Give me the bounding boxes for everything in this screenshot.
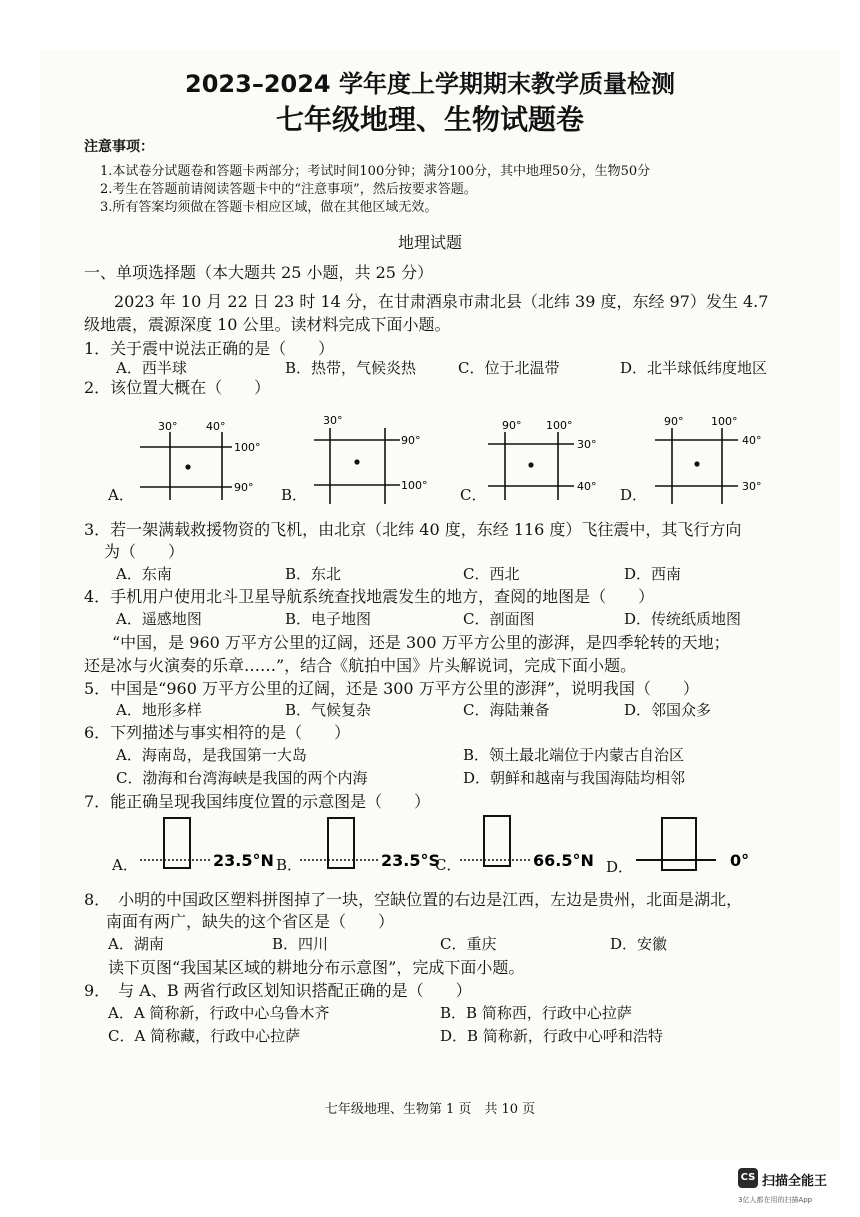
q6-stem: 6．下列描述与事实相符的是（ ） — [84, 723, 351, 742]
q2-diagram-b — [314, 414, 428, 504]
scanner-app-name: 扫描全能王 — [762, 1174, 828, 1189]
q3-option-b: B．东北 — [285, 565, 342, 583]
q3-option-d: D．西南 — [624, 565, 682, 583]
q9-option-a: A．A 简称新，行政中心乌鲁木齐 — [108, 1004, 330, 1022]
q7-label-a: A． — [112, 856, 138, 874]
q7-stem: 7．能正确呈现我国纬度位置的示意图是（ ） — [84, 792, 431, 811]
q2-label-b: B． — [281, 486, 308, 504]
q8-option-d: D．安徽 — [610, 935, 668, 953]
q6-option-c: C．渤海和台湾海峡是我国的两个内海 — [116, 769, 368, 787]
q3-stem-line1: 3．若一架满载救援物资的飞机，由北京（北纬 40 度，东经 116 度）飞往震中，其飞行方向 — [84, 520, 742, 539]
q4-option-a: A．遥感地图 — [116, 610, 202, 628]
q7-label-c: C． — [435, 856, 462, 874]
q7-label-d: D． — [606, 858, 634, 876]
q4-stem: 4．手机用户使用北斗卫星导航系统查找地震发生的地方，查阅的地图是（ ） — [84, 587, 655, 606]
q2c-top-right-label: 100° — [546, 419, 573, 432]
read-instruction: 读下页图“我国某区域的耕地分布示意图”，完成下面小题。 — [108, 958, 525, 977]
scanner-tagline: 3亿人都在用的扫描App — [738, 1196, 813, 1204]
q4-option-b: B．电子地图 — [285, 610, 372, 628]
q7d-line-label: 0° — [730, 851, 750, 870]
q8-option-c: C．重庆 — [440, 935, 497, 953]
q2c-right-bottom-label: 40° — [577, 480, 597, 493]
q1-option-d: D．北半球低纬度地区 — [620, 359, 768, 377]
q2b-right-top-label: 90° — [401, 434, 421, 447]
q2d-right-bottom-label: 30° — [742, 480, 762, 493]
q2a-right-bottom-label: 90° — [234, 481, 254, 494]
section-title: 地理试题 — [397, 233, 462, 252]
q7c-line-label: 66.5°N — [533, 851, 594, 870]
q7b-line-label: 23.5°S — [381, 851, 440, 870]
passage-line-2: 还是冰与火演奏的乐章……”，结合《航拍中国》片头解说词，完成下面小题。 — [84, 656, 637, 675]
q8-stem-line2: 南面有两广，缺失的这个省区是（ ） — [106, 912, 395, 931]
q1-option-b: B．热带，气候炎热 — [285, 359, 417, 377]
q2d-top-left-label: 90° — [664, 415, 684, 428]
exam-title-line2: 七年级地理、生物试题卷 — [275, 103, 584, 136]
note-2: 2.考生在答题前请阅读答题卡中的“注意事项”，然后按要求答题。 — [100, 182, 477, 197]
q2-diagram-a — [140, 420, 261, 500]
q7a-line-label: 23.5°N — [213, 851, 274, 870]
q7-label-b: B． — [276, 856, 303, 874]
q2-label-a: A． — [108, 486, 134, 504]
q2-label-c: C． — [460, 486, 487, 504]
q1-option-a: A．西半球 — [116, 359, 187, 377]
q2c-right-top-label: 30° — [577, 438, 597, 451]
q6-option-b: B．领土最北端位于内蒙古自治区 — [463, 746, 685, 764]
q7-diagram-c — [460, 816, 594, 870]
q2-diagram-c — [488, 419, 597, 500]
q8-option-a: A．湖南 — [108, 935, 164, 953]
q7-diagram-b — [300, 818, 440, 870]
q7-diagram-a — [140, 818, 274, 870]
q5-option-a: A．地形多样 — [116, 701, 202, 719]
q9-stem: 9． 与 A、B 两省行政区划知识搭配正确的是（ ） — [84, 981, 472, 1000]
q5-option-d: D．邻国众多 — [624, 701, 712, 719]
q4-option-d: D．传统纸质地图 — [624, 610, 742, 628]
q3-option-c: C．西北 — [463, 565, 520, 583]
note-1: 1.本试卷分试题卷和答题卡两部分；考试时间100分钟；满分100分，其中地理50分，生物50分 — [100, 164, 651, 179]
q1-stem: 1．关于震中说法正确的是（ ） — [84, 339, 335, 358]
intro-line-1: 2023 年 10 月 22 日 23 时 14 分，在甘肃酒泉市肃北县（北纬 39 度，东经 97）发生 4.7 — [114, 292, 769, 311]
q2b-right-bottom-label: 100° — [401, 479, 428, 492]
page-footer: 七年级地理、生物第 1 页 共 10 页 — [324, 1102, 536, 1117]
q2a-top-right-label: 40° — [206, 420, 226, 433]
q2c-top-left-label: 90° — [502, 419, 522, 432]
q7-diagram-d — [636, 818, 749, 870]
q2-stem: 2．该位置大概在（ ） — [84, 378, 271, 397]
q2d-right-top-label: 40° — [742, 434, 762, 447]
q1-option-c: C．位于北温带 — [458, 359, 560, 377]
q2a-right-top-label: 100° — [234, 441, 261, 454]
q4-option-c: C．剖面图 — [463, 610, 535, 628]
passage-line-1: “中国，是 960 万平方公里的辽阔，还是 300 万平方公里的澎湃，是四季轮转的天地； — [112, 633, 730, 652]
notes-heading: 注意事项： — [84, 139, 154, 155]
q2-label-d: D． — [620, 486, 648, 504]
q9-option-d: D．B 简称新，行政中心呼和浩特 — [440, 1027, 663, 1045]
q6-option-d: D．朝鲜和越南与我国海陆均相邻 — [463, 769, 686, 787]
q8-stem-line1: 8． 小明的中国政区塑料拼图掉了一块，空缺位置的右边是江西，左边是贵州，北面是湖北， — [84, 890, 743, 909]
exam-title-line1: 2023–2024 学年度上学期期末教学质量检测 — [185, 70, 675, 98]
q5-stem: 5．中国是“960 万平方公里的辽阔，还是 300 万平方公里的澎湃”，说明我国（ ） — [84, 679, 699, 698]
q3-stem-line2: 为（ ） — [104, 542, 185, 561]
q5-option-c: C．海陆兼备 — [463, 701, 550, 719]
q6-option-a: A．海南岛，是我国第一大岛 — [116, 746, 307, 764]
q5-option-b: B．气候复杂 — [285, 701, 372, 719]
q2b-top-left-label: 30° — [323, 414, 343, 427]
note-3: 3.所有答案均须做在答题卡相应区域，做在其他区域无效。 — [100, 200, 438, 215]
q2-diagram-d — [655, 415, 762, 504]
scanner-logo-icon: CS — [738, 1168, 758, 1188]
intro-line-2: 级地震，震源深度 10 公里。读材料完成下面小题。 — [84, 315, 451, 334]
q8-option-b: B．四川 — [272, 935, 329, 953]
q2d-top-right-label: 100° — [711, 415, 738, 428]
q9-option-b: B．B 简称西，行政中心拉萨 — [440, 1004, 632, 1022]
q3-option-a: A．东南 — [116, 565, 172, 583]
q9-option-c: C．A 简称藏，行政中心拉萨 — [108, 1027, 301, 1045]
q2a-top-left-label: 30° — [158, 420, 178, 433]
part1-heading: 一、单项选择题（本大题共 25 小题，共 25 分） — [84, 263, 434, 282]
